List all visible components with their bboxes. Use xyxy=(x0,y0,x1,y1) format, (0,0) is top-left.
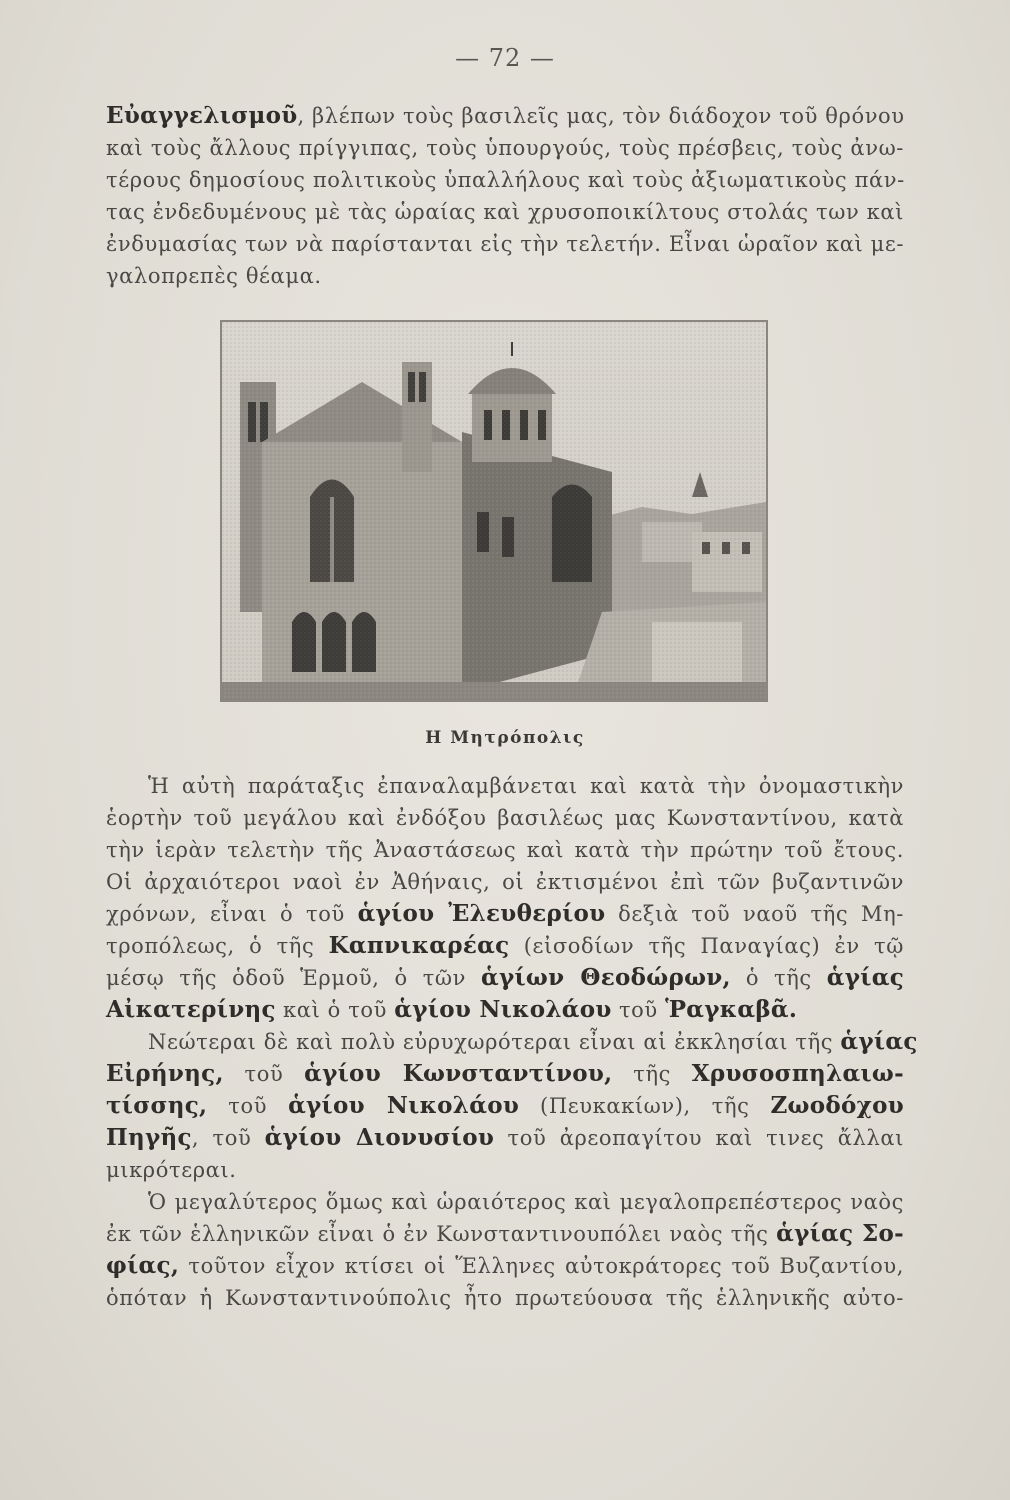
paragraph-4 xyxy=(106,1186,904,1314)
text-run: τοῦ xyxy=(611,998,666,1022)
text-line xyxy=(106,1282,904,1314)
text-line xyxy=(106,994,904,1026)
bold-term: Καπνικαρέας xyxy=(328,932,510,959)
bold-term: ἁγίου Κωνσταντίνου, xyxy=(304,1060,613,1087)
text-run: μικρότεραι. xyxy=(106,1158,237,1182)
bold-term: Χρυσοσπηλαιω- xyxy=(691,1060,904,1087)
bold-term: ἁγίου Νικολάου xyxy=(288,1092,520,1119)
text-run: ἐκ τῶν ἑλληνικῶν εἶναι ὁ ἐν Κωνσταντινουπόλει ναὸς τῆς xyxy=(106,1222,777,1246)
text-run: καὶ τοὺς ἄλλους πρίγγιπας, τοὺς ὑπουργούς, τοὺς πρέσβεις, τοὺς ἀνω- xyxy=(106,136,904,160)
bold-term: τίσσης, xyxy=(106,1092,208,1119)
text-run: ἐνδυμασίας των νὰ παρίστανται εἰς τὴν τελετήν. Εἶναι ὡραῖον καὶ με- xyxy=(106,232,905,256)
text-line xyxy=(106,260,904,292)
text-line xyxy=(106,1058,904,1090)
text-line xyxy=(106,802,904,834)
text-line xyxy=(106,1122,904,1154)
text-run: Ἡ αὐτὴ παράταξις ἐπαναλαμβάνεται καὶ κατὰ τὴν ὀνομαστικὴν xyxy=(148,774,904,798)
text-run: (Πευκακίων), τῆς xyxy=(519,1094,771,1118)
text-run: τοῦ ἀρεοπαγίτου καὶ τινες ἄλλαι xyxy=(494,1126,904,1150)
text-line xyxy=(106,834,904,866)
text-line xyxy=(106,1026,918,1058)
page-number: — 72 — xyxy=(455,44,555,72)
text-line xyxy=(106,1090,904,1122)
text-run: τροπόλεως, ὁ τῆς xyxy=(106,934,329,958)
text-run: μέσῳ τῆς ὁδοῦ Ἑρμοῦ, ὁ τῶν xyxy=(106,966,481,990)
text-line xyxy=(106,132,904,164)
metropolis-photo xyxy=(220,320,768,702)
text-line xyxy=(106,100,904,132)
text-line xyxy=(106,930,904,962)
paragraph-2 xyxy=(106,770,904,1026)
bold-term: Αἰκατερίνης xyxy=(106,996,276,1023)
paragraph-3 xyxy=(106,1026,918,1186)
text-line xyxy=(106,962,904,994)
text-run: , τοῦ xyxy=(191,1126,265,1150)
text-run: τοῦ xyxy=(223,1062,305,1086)
bold-term: Εἰρήνης, xyxy=(106,1060,224,1087)
bold-term: ἁγίου Διονυσίου xyxy=(264,1124,495,1151)
text-run: τῆς xyxy=(612,1062,692,1086)
text-run: Οἱ ἀρχαιότεροι ναοὶ ἐν Ἀθήναις, οἱ ἐκτισμένοι ἐπὶ τῶν βυζαντινῶν xyxy=(106,870,904,894)
figure-caption: Η Μητρόπολις xyxy=(425,728,585,748)
bold-term: Εὐαγγελισμοῦ xyxy=(106,102,298,129)
text-run: Νεώτεραι δὲ καὶ πολὺ εὐρυχωρότεραι εἶναι αἱ ἐκκλησίαι τῆς xyxy=(148,1030,841,1054)
text-run: τοῦτον εἶχον κτίσει οἱ Ἕλληνες αὐτοκράτορες τοῦ Βυζαντίου, xyxy=(179,1254,904,1278)
text-line xyxy=(106,898,904,930)
bold-term: φίας, xyxy=(106,1252,180,1279)
text-run: δεξιὰ τοῦ ναοῦ τῆς Μη- xyxy=(605,902,904,926)
text-run: ὁπόταν ἡ Κωνσταντινούπολις ἦτο πρωτεύουσα τῆς ἑλληνικῆς αὐτο- xyxy=(106,1286,904,1310)
bold-term: Ζωοδόχου xyxy=(770,1092,904,1119)
bold-term: ἁγίου Ἐλευθερίου xyxy=(357,900,606,927)
bold-term: Ῥαγκαβᾶ. xyxy=(665,996,798,1023)
bold-term: ἁγίου Νικολάου xyxy=(394,996,612,1023)
text-run: τας ἐνδεδυμένους μὲ τὰς ὡραίας καὶ χρυσοποικίλτους στολάς των καὶ xyxy=(106,200,904,224)
bold-term: ἁγίας Σο- xyxy=(776,1220,904,1247)
text-run: χρόνων, εἶναι ὁ τοῦ xyxy=(106,902,358,926)
text-run: τοῦ xyxy=(207,1094,289,1118)
text-run: γαλοπρεπὲς θέαμα. xyxy=(106,264,322,288)
text-line xyxy=(106,866,904,898)
text-line xyxy=(106,196,904,228)
text-run: (εἰσοδίων τῆς Παναγίας) ἐν τῷ xyxy=(509,934,904,958)
text-run: ὁ τῆς xyxy=(730,966,827,990)
bold-term: ἁγίας xyxy=(826,964,904,991)
text-run: Ὁ μεγαλύτερος ὅμως καὶ ὡραιότερος καὶ μεγαλοπρεπέστερος ναὸς xyxy=(148,1190,904,1214)
text-line xyxy=(106,770,904,802)
text-run: τὴν ἱερὰν τελετὴν τῆς Ἀναστάσεως καὶ κατὰ τὴν πρώτην τοῦ ἔτους. xyxy=(106,838,904,862)
text-run: καὶ ὁ τοῦ xyxy=(275,998,395,1022)
text-run: τέρους δημοσίους πολιτικοὺς ὑπαλλήλους καὶ τοὺς ἀξιωματικοὺς πάν- xyxy=(106,168,905,192)
bold-term: ἁγίων Θεοδώρων, xyxy=(481,964,731,991)
text-line xyxy=(106,1154,904,1186)
text-line xyxy=(106,228,904,260)
bold-term: Πηγῆς xyxy=(106,1124,192,1151)
text-line xyxy=(106,164,904,196)
text-line xyxy=(106,1250,904,1282)
text-run: , βλέπων τοὺς βασιλεῖς μας, τὸν διάδοχον τοῦ θρόνου xyxy=(297,104,905,128)
paragraph-1 xyxy=(106,100,904,292)
church-photograph xyxy=(222,322,766,700)
text-line xyxy=(106,1186,904,1218)
bold-term: ἁγίας xyxy=(840,1028,918,1055)
text-run: ἑορτὴν τοῦ μεγάλου καὶ ἐνδόξου βασιλέως μας Κωνσταντίνου, κατὰ xyxy=(106,806,904,830)
text-line xyxy=(106,1218,904,1250)
